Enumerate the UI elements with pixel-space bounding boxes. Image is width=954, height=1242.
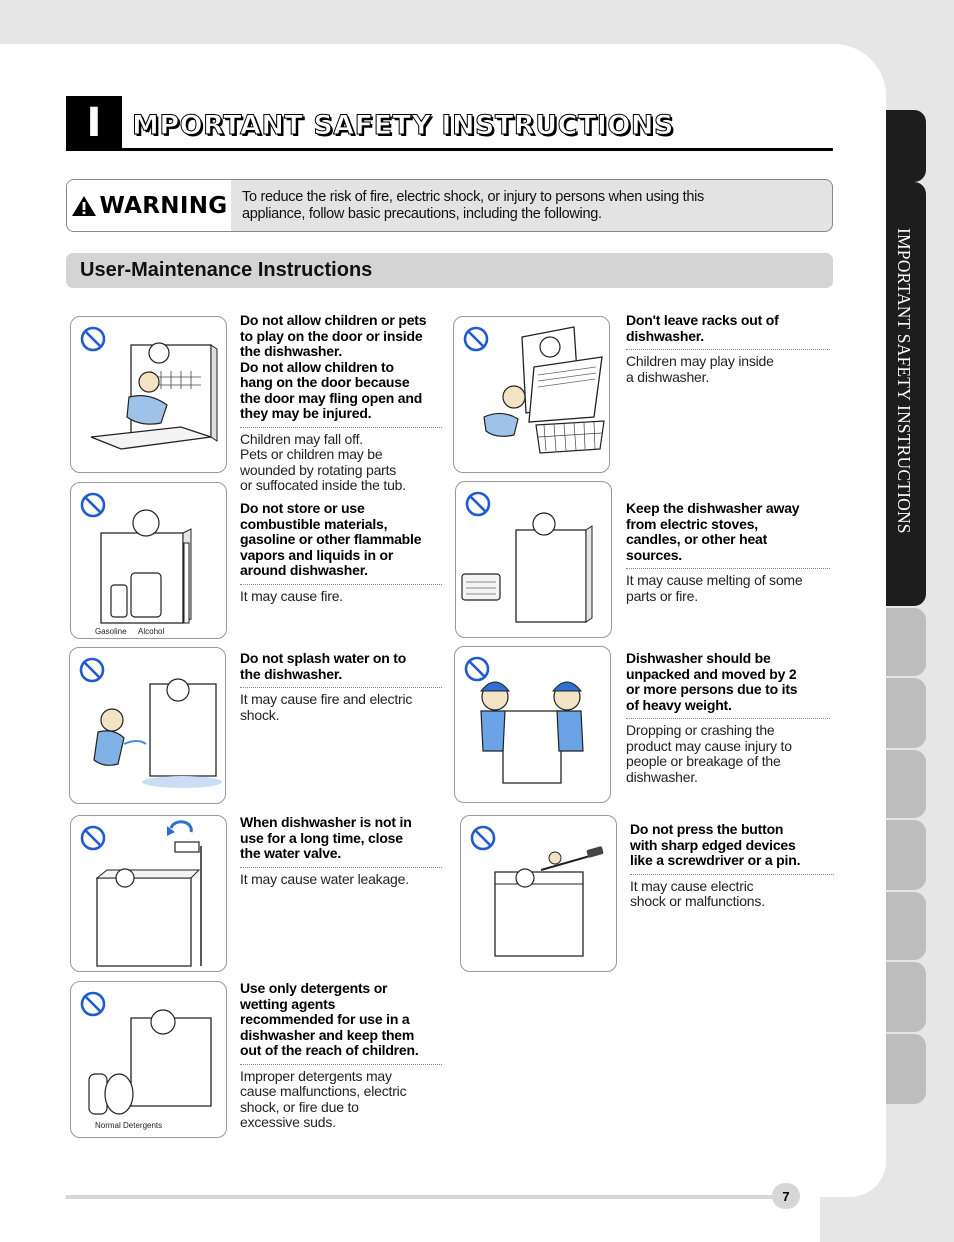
section-header xyxy=(66,253,833,288)
item-heading-line: they may be injured. xyxy=(240,405,372,421)
prohibit-icon xyxy=(82,494,104,516)
item-body-line: It may cause electric xyxy=(630,877,754,894)
illustration-water-valve xyxy=(70,815,227,972)
item-body xyxy=(630,879,834,910)
dotted-divider xyxy=(626,718,830,719)
item-text-0 xyxy=(240,313,442,494)
item-body xyxy=(240,432,442,494)
item-body-line: dishwasher. xyxy=(626,768,698,785)
item-body xyxy=(626,354,830,385)
item-heading-line: unpacked and moved by 2 xyxy=(626,665,797,682)
dotted-divider xyxy=(630,874,834,875)
prohibit-icon xyxy=(82,827,104,849)
item-body-line: Children may fall off. xyxy=(240,430,363,447)
item-heading-line: around dishwasher. xyxy=(240,562,368,578)
item-heading-line: recommended for use in a xyxy=(240,1011,410,1027)
prohibit-icon xyxy=(465,328,487,350)
item-body xyxy=(240,1069,442,1131)
label-gasoline: Gasoline xyxy=(95,627,127,636)
prohibit-icon xyxy=(82,993,104,1015)
item-heading-line: Don't leave racks out of xyxy=(626,312,779,328)
item-heading-line: sources. xyxy=(626,546,682,563)
item-body-line: Dropping or crashing the xyxy=(626,722,775,738)
warning-label xyxy=(67,180,231,231)
item-heading xyxy=(626,501,830,563)
item-body-line: parts or fire. xyxy=(626,587,698,604)
dotted-divider xyxy=(240,867,442,868)
dotted-divider xyxy=(626,349,830,350)
tab-section-3[interactable] xyxy=(886,608,926,676)
item-body xyxy=(240,872,442,888)
item-heading-line: of heavy weight. xyxy=(626,696,732,713)
item-heading-line: with sharp edged devices xyxy=(630,836,796,853)
item-heading-line: When dishwasher is not in xyxy=(240,814,412,830)
item-heading-line: like a screwdriver or a pin. xyxy=(630,852,801,868)
illustration-racks-out xyxy=(453,316,610,473)
illustration-splash-water xyxy=(69,647,226,804)
dotted-divider xyxy=(240,687,442,688)
dotted-divider xyxy=(626,568,830,569)
prohibit-icon xyxy=(81,659,103,681)
item-heading-line: gasoline or other flammable xyxy=(240,531,422,547)
item-body xyxy=(240,589,442,605)
illustration-detergents xyxy=(70,981,227,1138)
page-number: 7 xyxy=(772,1183,800,1209)
item-heading-line: combustible materials, xyxy=(240,515,388,532)
warning-word: WARNING xyxy=(99,192,228,219)
prohibit-icon xyxy=(82,328,104,350)
item-heading xyxy=(240,981,442,1059)
item-heading-line: Do not store or use xyxy=(240,500,365,516)
page-sheet-bottom xyxy=(0,1196,820,1242)
warning-text: To reduce the risk of fire, electric shock, or injury to persons when using this appliance, follow basic precautions, including the following. xyxy=(242,189,704,222)
item-body-line: Children may play inside xyxy=(626,353,774,369)
tab-section-8[interactable] xyxy=(886,962,926,1032)
footer-line xyxy=(66,1195,772,1199)
item-body-line: shock, or fire due to xyxy=(240,1098,359,1115)
item-body-line: product may cause injury to xyxy=(626,737,792,754)
item-text-7 xyxy=(630,822,834,910)
item-heading-line: from electric stoves, xyxy=(626,515,758,532)
prohibit-icon xyxy=(466,658,488,680)
item-heading-line: the water valve. xyxy=(240,845,342,861)
warning-box xyxy=(66,179,833,232)
item-body-line: people or breakage of the xyxy=(626,753,781,769)
tab-section-7[interactable] xyxy=(886,892,926,960)
item-heading-line: dishwasher and keep them xyxy=(240,1026,415,1043)
title-underline xyxy=(66,148,833,151)
item-heading-line: Use only detergents or xyxy=(240,980,388,996)
illustration-combustibles xyxy=(70,482,227,639)
item-body-line: wounded by rotating parts xyxy=(240,461,397,478)
item-heading xyxy=(626,313,830,344)
item-text-4 xyxy=(240,651,442,723)
item-heading xyxy=(630,822,834,869)
item-heading-line: the door may fling open and xyxy=(240,389,423,406)
item-heading-line: Do not allow children to xyxy=(240,358,394,375)
tab-section-5[interactable] xyxy=(886,750,926,818)
item-body-line: a dishwasher. xyxy=(626,368,710,385)
item-body-line: It may cause fire and electric xyxy=(240,691,413,707)
item-text-1 xyxy=(626,313,830,385)
item-body xyxy=(240,692,442,723)
item-body-line: It may cause fire. xyxy=(240,587,343,604)
item-body xyxy=(626,723,830,785)
item-heading xyxy=(240,815,442,862)
warning-triangle-icon xyxy=(71,195,97,217)
item-body-line: Pets or children may be xyxy=(240,446,383,462)
item-heading-line: Dishwasher should be xyxy=(626,650,771,666)
item-body xyxy=(626,573,830,604)
item-heading-line: wetting agents xyxy=(240,995,336,1012)
item-body-line: or suffocated inside the tub. xyxy=(240,477,406,493)
item-text-6 xyxy=(240,815,442,887)
illustration-two-persons xyxy=(454,646,611,803)
label-detergents: Normal Detergents xyxy=(95,1121,163,1130)
dotted-divider xyxy=(240,427,442,428)
tab-section-9[interactable] xyxy=(886,1034,926,1104)
dotted-divider xyxy=(240,1064,442,1065)
item-heading-line: candles, or other heat xyxy=(626,531,768,547)
item-heading-line: vapors and liquids in or xyxy=(240,546,394,563)
illustration-children-door xyxy=(70,316,227,473)
tab-safety[interactable] xyxy=(886,110,926,182)
page-title: MPORTANT SAFETY INSTRUCTIONS xyxy=(132,110,674,141)
item-heading xyxy=(240,501,442,579)
item-body-line: Improper detergents may xyxy=(240,1067,392,1084)
item-heading-line: or more persons due to its xyxy=(626,681,798,697)
item-body-line: It may cause water leakage. xyxy=(240,870,409,887)
prohibit-icon xyxy=(467,493,489,515)
item-heading xyxy=(240,313,442,422)
item-body-line: excessive suds. xyxy=(240,1114,336,1130)
item-heading-line: Keep the dishwasher away xyxy=(626,500,800,516)
label-alcohol: Alcohol xyxy=(138,627,165,636)
item-body-line: shock or malfunctions. xyxy=(630,893,765,909)
illustration-screwdriver xyxy=(460,815,617,972)
side-tab-title: IMPORTANT SAFETY INSTRUCTIONS xyxy=(894,228,914,534)
item-body-line: shock. xyxy=(240,706,280,723)
prohibit-icon xyxy=(472,827,494,849)
tab-section-4[interactable] xyxy=(886,678,926,748)
item-heading-line: Do not allow children or pets xyxy=(240,312,427,328)
item-heading-line: dishwasher. xyxy=(626,327,704,344)
item-heading-line: the dishwasher. xyxy=(240,343,343,359)
item-body-line: It may cause melting of some xyxy=(626,572,803,588)
item-text-5 xyxy=(626,651,830,785)
illustration-heat-sources xyxy=(455,481,612,638)
item-heading-line: to play on the door or inside xyxy=(240,327,423,344)
item-heading-line: the dishwasher. xyxy=(240,665,343,682)
title-initial: I xyxy=(86,100,102,146)
item-text-8 xyxy=(240,981,442,1131)
section-title: User-Maintenance Instructions xyxy=(80,259,373,281)
item-heading-line: hang on the door because xyxy=(240,374,410,390)
item-body-line: cause malfunctions, electric xyxy=(240,1083,407,1099)
tab-section-6[interactable] xyxy=(886,820,926,890)
item-text-3 xyxy=(626,501,830,604)
dotted-divider xyxy=(240,584,442,585)
item-heading-line: Do not splash water on to xyxy=(240,650,407,666)
item-heading-line: use for a long time, close xyxy=(240,829,403,846)
item-heading-line: out of the reach of children. xyxy=(240,1042,419,1058)
item-heading xyxy=(240,651,442,682)
item-heading-line: Do not press the button xyxy=(630,821,784,837)
item-text-2 xyxy=(240,501,442,604)
item-heading xyxy=(626,651,830,713)
